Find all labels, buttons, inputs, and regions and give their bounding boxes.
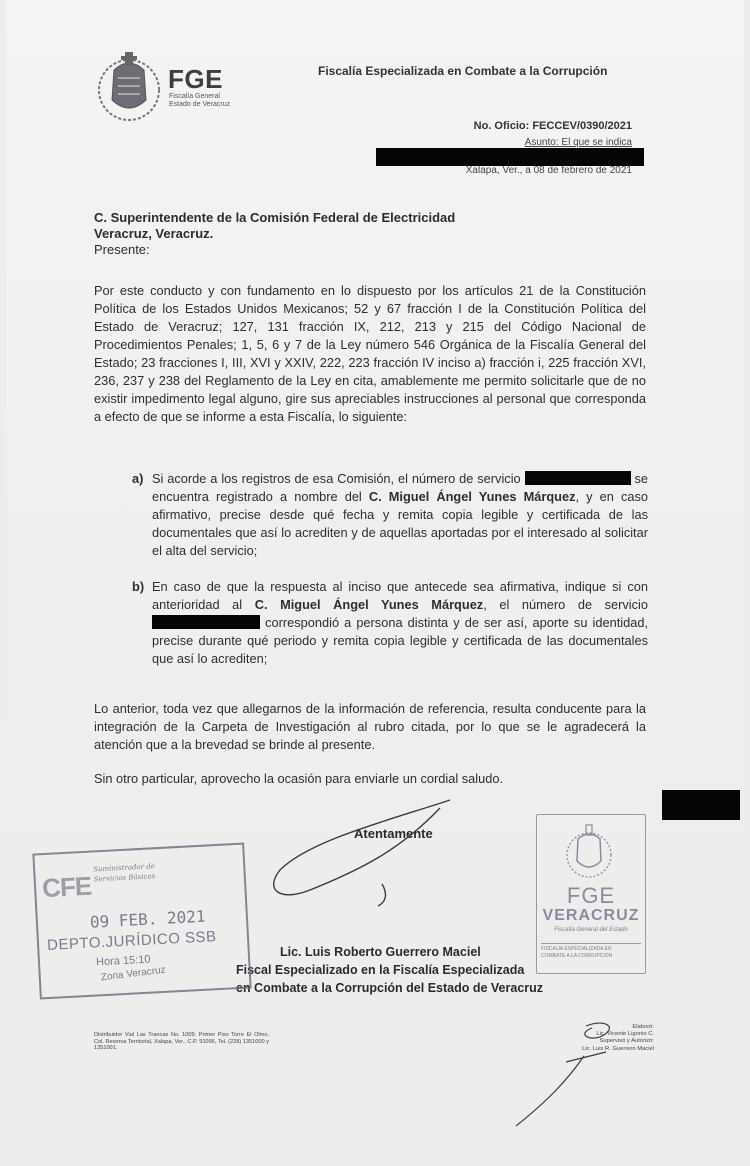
signer-title-line1: Fiscal Especializado en la Fiscalía Especializada — [236, 963, 525, 977]
recipient-block — [94, 210, 455, 258]
cfe-logo-text: CFE — [41, 870, 92, 904]
list-item-a — [132, 470, 648, 560]
redaction-block — [662, 790, 740, 820]
redaction-block — [376, 148, 644, 166]
cfe-stamp-time: Hora 15:10 — [95, 953, 151, 969]
stamp-department-line1: FISCALÍA ESPECIALIZADA EN — [541, 946, 612, 952]
fge-office-stamp — [536, 814, 646, 974]
fge-seal-icon — [94, 48, 164, 124]
recipient-line1: C. Superintendente de la Comisión Federal de Electricidad — [94, 210, 456, 225]
item-a-text-1: Si acorde a los registros de esa Comisión, el número de servicio — [152, 471, 521, 486]
asunto: Asunto: El que se indica — [524, 137, 632, 148]
footer-initials-line4: Lic. Luis R. Guerrero Maciel — [582, 1045, 654, 1052]
item-b-text-3: correspondió a persona distinta y de ser así, aporte su identidad, precise durante qué periodo y remita copia legible y certificada de las documentales que así lo acrediten; — [152, 615, 648, 666]
redaction-block — [525, 471, 631, 485]
fge-logo-subtext-line2: Estado de Veracruz — [169, 101, 231, 108]
fge-logo-subtext-line1: Fiscalía General — [169, 93, 220, 100]
signer-title-line2: en Combate a la Corrupción del Estado de Veracruz — [236, 981, 544, 995]
signer-name: Lic. Luis Roberto Guerrero Maciel — [280, 945, 481, 959]
farewell-line: Sin otro particular, aprovecho la ocasión para enviarle un cordial saludo. — [94, 771, 504, 786]
fge-seal-icon — [563, 823, 615, 881]
footer-initials-line3: Supervisó y Autorizó: — [599, 1038, 654, 1045]
oficio-number: No. Oficio: FECCEV/0390/2021 — [473, 120, 632, 132]
fge-logo-text: FGE — [168, 64, 223, 94]
cfe-stamp-zone: Zona Veracruz — [100, 964, 167, 984]
item-b-name: C. Miguel Ángel Yunes Márquez — [254, 597, 484, 612]
item-a-text-3: , y en caso afirmativo, precise desde qué fecha y remita copia legible y certificada de las documentales que así lo acrediten y de aquellas aportadas por el interesado al solicitar el alta del servicio; — [152, 489, 648, 558]
closing-paragraph: Lo anterior, toda vez que allegarnos de la información de referencia, resulta conducente para la integración de la Carpeta de Investigación al rubro citada, por lo que se le agradecerá la atención que a la brevedad se brinde al presente. — [94, 701, 646, 752]
cfe-stamp-subtitle-line2: Servicios Básicos — [93, 872, 156, 884]
atentamente-label: Atentamente — [354, 826, 433, 841]
cfe-stamp-subtitle-line1: Suministrador de — [93, 862, 156, 874]
footer-initials-line1: Elaboró: — [632, 1024, 654, 1030]
footer-initials-line2: Lic. Vicente Ligonio C. — [596, 1031, 654, 1038]
item-a-text-2: se encuentra registrado a nombre del — [152, 471, 648, 504]
cfe-stamp-subtitle — [93, 861, 156, 884]
cfe-stamp-department: DEPTO.JURÍDICO SSB — [46, 928, 217, 954]
intro-paragraph: Por este conducto y con fundamento en lo dispuesto por los artículos 21 de la Constitución Política de los Estados Unidos Mexicanos; 52 y 67 fracción I de la Constitución Política del Estado de Veracruz; 127, 131 fracción IX, 212, 213 y 215 del Código Nacional de Procedimientos Penales; 1, 5, 6 y 7 de la Ley número 546 Orgánica de la Fiscalía General del Estado; 23 fracciones I, III, XVI y XXIV, 222, 223 fracción IV inciso a) fracción i, 225 fracción XVI, 236, 237 y 238 del Reglamento de la Ley en cita, amablemente me permito solicitarle que de no existir impedimento legal alguno, gire sus apreciables instrucciones al personal que corresponda a efecto de que se informe a esta Fiscalía, lo siguiente: — [94, 283, 646, 424]
stamp-veracruz-text: VERACRUZ — [542, 907, 640, 924]
signature-scribble-icon — [250, 790, 480, 910]
item-a-label: a) — [132, 471, 144, 486]
item-b-text-2: , el número de servicio — [483, 597, 649, 612]
list-item-b — [132, 578, 649, 668]
document-date: Xalapa, Ver., a 08 de febrero de 2021 — [465, 165, 632, 176]
stamp-department-line2: COMBATE A LA CORRUPCIÓN — [541, 953, 613, 959]
stamp-department — [541, 943, 641, 960]
cfe-received-stamp — [32, 843, 251, 1000]
stamp-subtitle: Fiscalía General del Estado — [554, 927, 628, 933]
recipient-line3: Presente: — [94, 242, 150, 257]
document-page — [6, 0, 744, 1166]
fge-logo-subtext — [169, 93, 269, 109]
recipient-line2: Veracruz, Veracruz. — [94, 226, 214, 241]
redaction-block — [152, 615, 260, 629]
initials-scribble-icon — [506, 1012, 636, 1132]
item-b-text-1: En caso de que la respuesta al inciso que antecede sea afirmativa, indique si con anterioridad al — [152, 579, 648, 612]
stamp-fge-text: FGE — [566, 883, 616, 908]
footer-address: Distribuidor Vial Las Trancas No. 1009. Primer Piso Torre El Olmo, Col. Reserva Territorial, Xalapa, Ver., C.P. 91096, Tel. (228) 1351000 y 1351001. — [94, 1032, 269, 1052]
office-title: Fiscalía Especializada en Combate a la Corrupción — [318, 64, 608, 78]
item-a-name: C. Miguel Ángel Yunes Márquez — [368, 489, 576, 504]
item-b-label: b) — [132, 579, 145, 594]
cfe-stamp-date: 09 FEB. 2021 — [89, 906, 206, 932]
